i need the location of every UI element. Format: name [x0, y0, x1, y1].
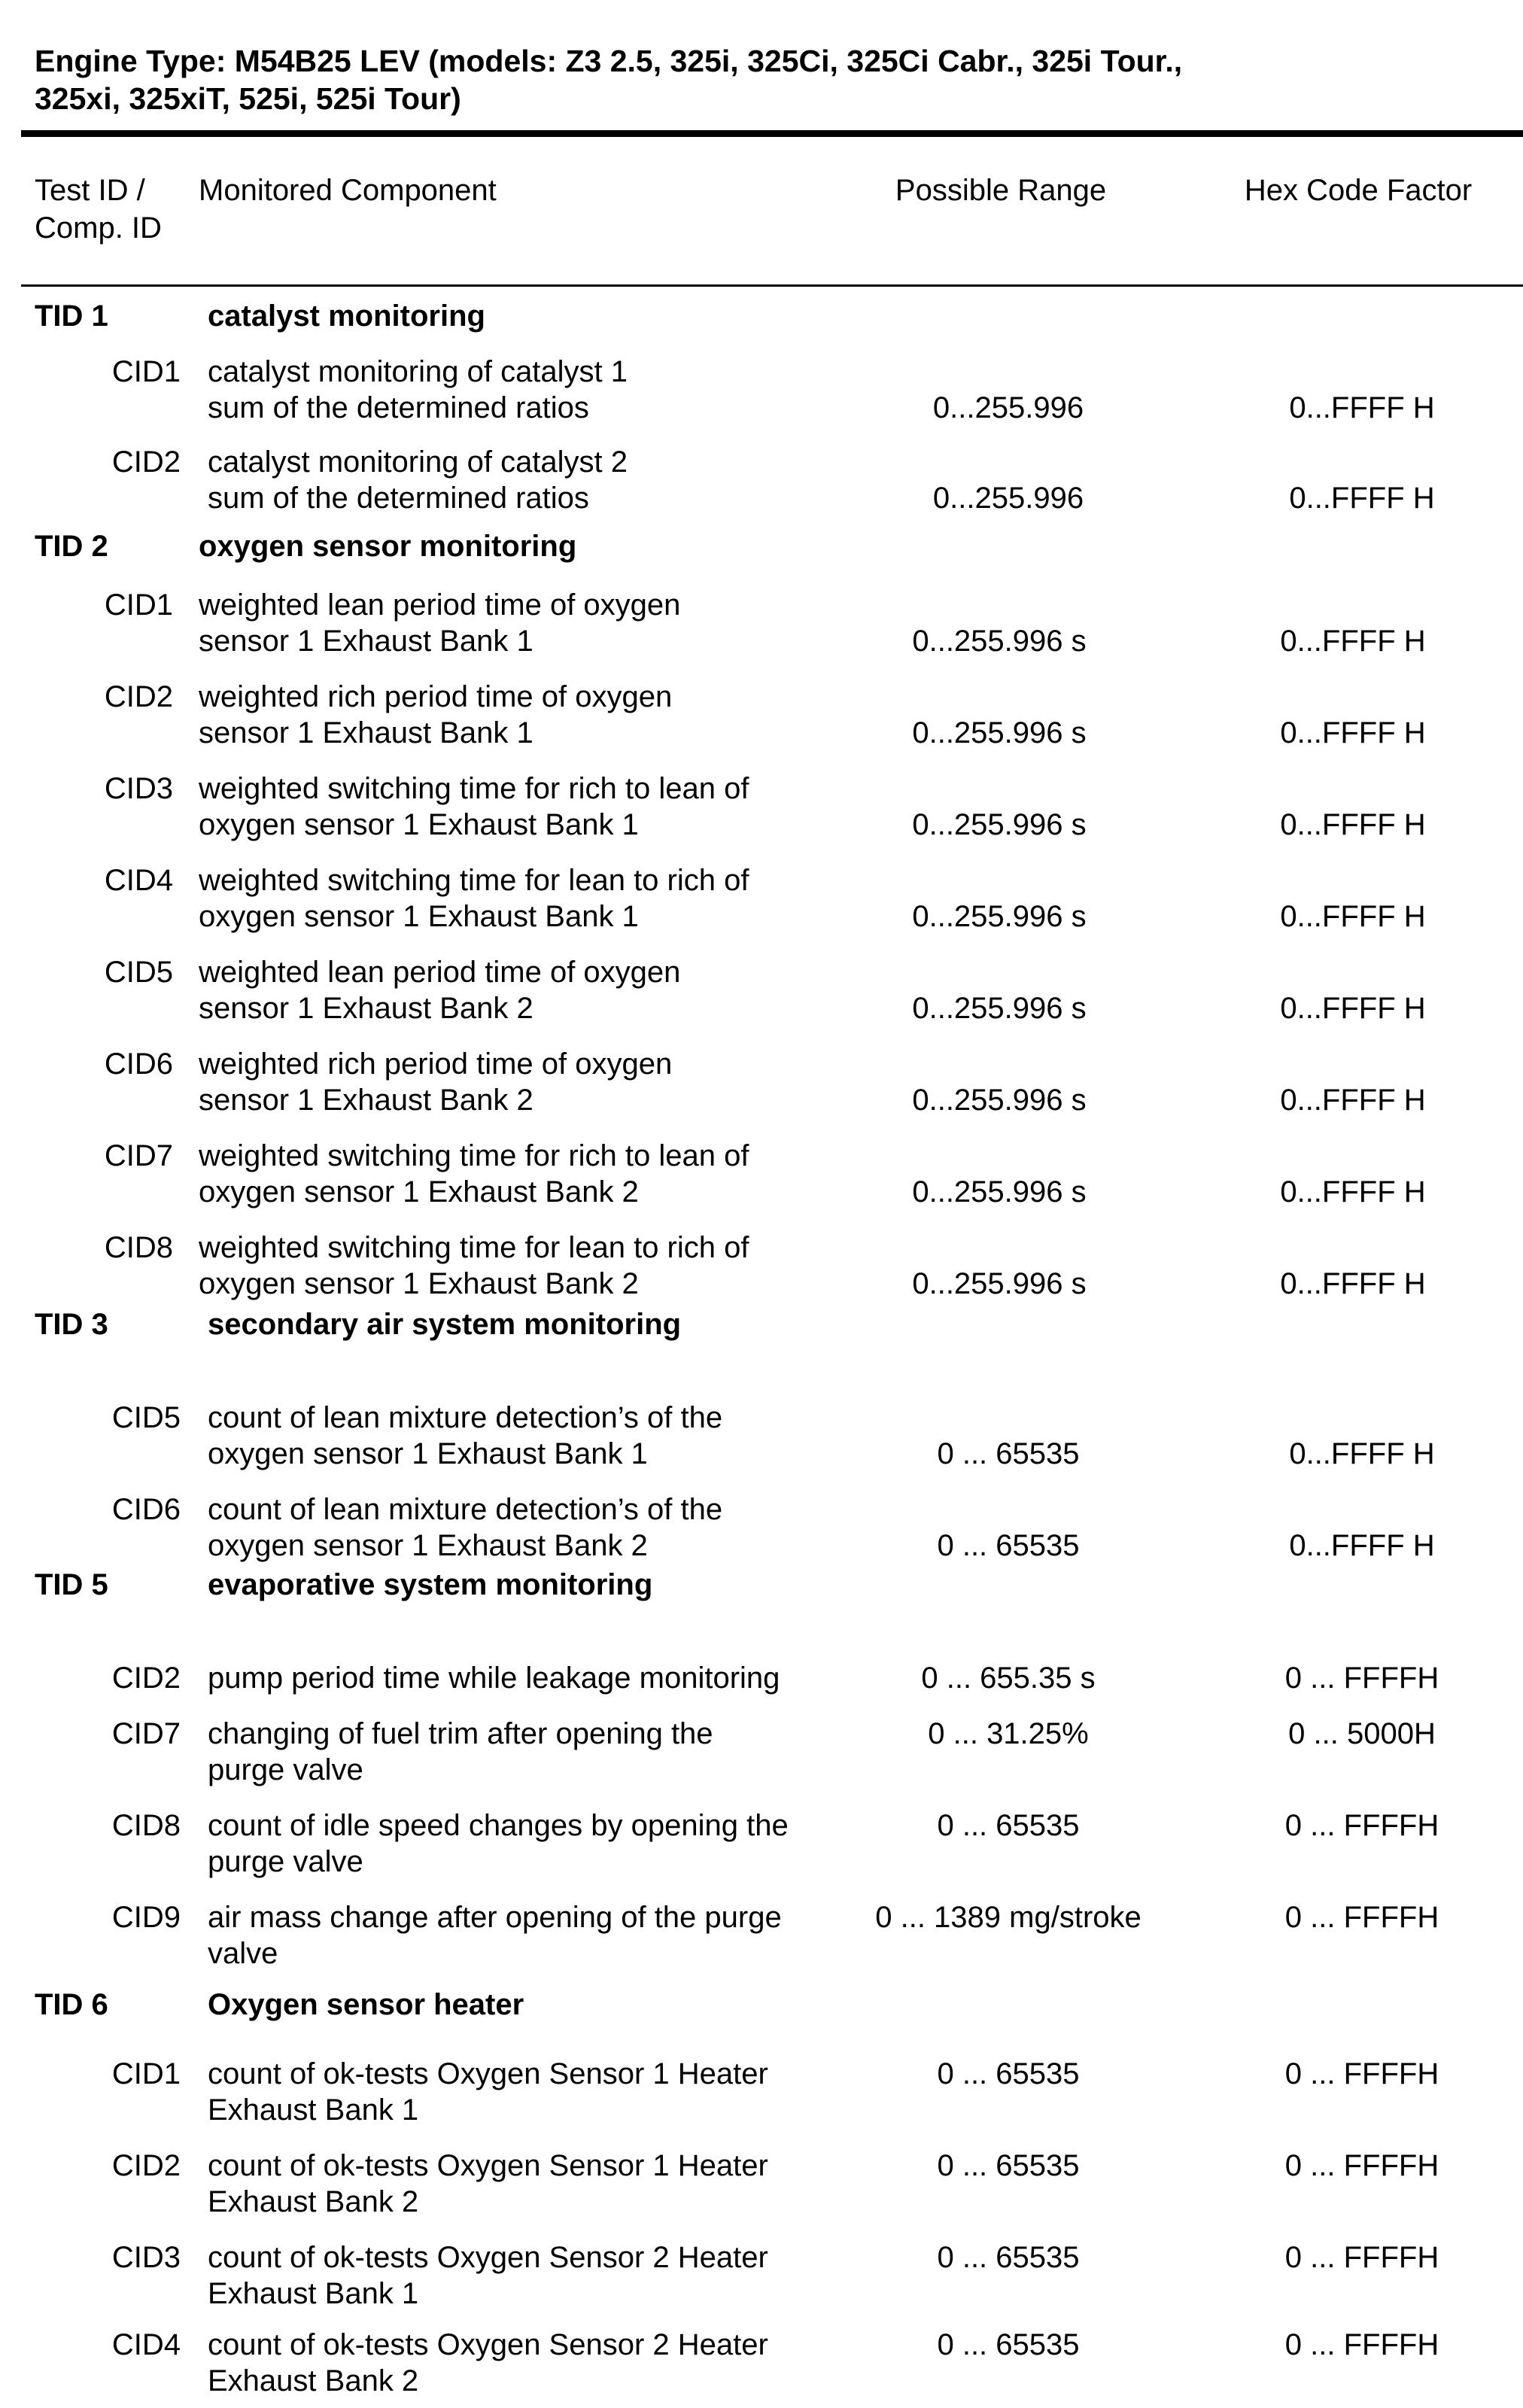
component-description: weighted switching time for rich to lean of oxygen sensor 1 Exhaust Bank 2 — [199, 1139, 749, 1209]
hex-code-factor: 0 ... FFFFH — [1284, 2328, 1439, 2361]
column-header-component: Monitored Component — [199, 174, 497, 207]
cid-code: CID7 — [111, 1717, 181, 1750]
possible-range: 0...255.996 s — [912, 992, 1087, 1025]
component-description: weighted rich period time of oxygen sensor 1 Exhaust Bank 1 — [199, 680, 673, 749]
column-header-test-id-line-1: Test ID / — [35, 174, 145, 207]
hex-code-factor: 0 ... FFFFH — [1284, 2057, 1439, 2090]
hex-code-factor: 0...FFFF H — [1289, 1437, 1435, 1470]
tid-name: oxygen sensor monitoring — [199, 530, 577, 563]
component-description: weighted rich period time of oxygen sensor 1 Exhaust Bank 2 — [199, 1047, 673, 1117]
possible-range: 0...255.996 — [932, 482, 1084, 515]
hex-code-factor: 0 ... FFFFH — [1284, 1662, 1439, 1695]
hex-code-factor: 0 ... 5000H — [1288, 1717, 1436, 1750]
hex-code-factor: 0...FFFF H — [1280, 992, 1426, 1025]
hex-code-factor: 0 ... FFFFH — [1284, 2241, 1439, 2274]
column-header-hex: Hex Code Factor — [1244, 174, 1473, 207]
tid-code: TID 3 — [35, 1308, 108, 1341]
cid-code: CID2 — [111, 445, 181, 479]
component-description: weighted switching time for lean to rich of oxygen sensor 1 Exhaust Bank 2 — [199, 1231, 749, 1300]
tid-code: TID 5 — [35, 1568, 108, 1601]
document-title — [35, 42, 1464, 117]
possible-range: 0...255.996 s — [912, 1267, 1087, 1300]
hex-code-factor: 0...FFFF H — [1280, 900, 1426, 933]
column-header-range: Possible Range — [895, 174, 1107, 207]
component-description: count of lean mixture detection’s of the oxygen sensor 1 Exhaust Bank 1 — [208, 1401, 723, 1470]
component-description: weighted lean period time of oxygen sensor 1 Exhaust Bank 2 — [199, 956, 681, 1025]
hex-code-factor: 0...FFFF H — [1289, 1529, 1435, 1562]
hex-code-factor: 0...FFFF H — [1280, 716, 1426, 749]
hex-code-factor: 0...FFFF H — [1280, 808, 1426, 841]
possible-range: 0 ... 1389 mg/stroke — [875, 1901, 1141, 1934]
cid-code: CID4 — [111, 2328, 181, 2361]
cid-code: CID7 — [104, 1139, 173, 1172]
cid-code: CID3 — [104, 772, 173, 805]
component-description: catalyst monitoring of catalyst 1 sum of the determined ratios — [208, 355, 628, 424]
possible-range: 0...255.996 s — [912, 1084, 1087, 1117]
cid-code: CID5 — [104, 956, 173, 989]
possible-range: 0 ... 65535 — [937, 2057, 1080, 2090]
column-header-test-id — [35, 172, 185, 247]
cid-code: CID3 — [111, 2241, 181, 2274]
hex-code-factor: 0...FFFF H — [1280, 1084, 1426, 1117]
possible-range: 0...255.996 s — [912, 900, 1087, 933]
component-description: air mass change after opening of the purge valve — [208, 1901, 782, 1970]
cid-code: CID2 — [111, 1662, 181, 1695]
hex-code-factor: 0...FFFF H — [1289, 391, 1435, 424]
component-description: changing of fuel trim after opening the purge valve — [208, 1717, 713, 1786]
component-description: weighted switching time for lean to rich of oxygen sensor 1 Exhaust Bank 1 — [199, 864, 749, 933]
component-description: count of idle speed changes by opening the purge valve — [208, 1809, 789, 1878]
cid-code: CID6 — [104, 1047, 173, 1081]
possible-range: 0...255.996 s — [912, 808, 1087, 841]
tid-name: evaporative system monitoring — [208, 1568, 653, 1601]
cid-code: CID8 — [111, 1809, 181, 1842]
hex-code-factor: 0 ... FFFFH — [1284, 1809, 1439, 1842]
cid-code: CID2 — [104, 680, 173, 713]
component-description: weighted lean period time of oxygen sensor 1 Exhaust Bank 1 — [199, 588, 681, 658]
possible-range: 0...255.996 s — [912, 625, 1087, 658]
component-description: count of ok-tests Oxygen Sensor 2 Heater Exhaust Bank 1 — [208, 2241, 768, 2310]
component-description: pump period time while leakage monitoring — [208, 1662, 780, 1695]
cid-code: CID1 — [111, 2057, 181, 2090]
hex-code-factor: 0...FFFF H — [1280, 1267, 1426, 1300]
possible-range: 0...255.996 — [932, 391, 1084, 424]
cid-code: CID8 — [104, 1231, 173, 1264]
tid-code: TID 6 — [35, 1988, 108, 2021]
component-description: count of ok-tests Oxygen Sensor 1 Heater Exhaust Bank 1 — [208, 2057, 768, 2127]
possible-range: 0 ... 65535 — [937, 2241, 1080, 2274]
document-title-line-1: Engine Type: M54B25 LEV (models: Z3 2.5, 325i, 325Ci, 325Ci Cabr., 325i Tour., — [35, 44, 1183, 78]
possible-range: 0...255.996 s — [912, 1175, 1087, 1209]
cid-code: CID1 — [104, 588, 173, 622]
possible-range: 0 ... 65535 — [937, 2149, 1080, 2182]
header-rule — [21, 284, 1523, 287]
tid-code: TID 2 — [35, 530, 108, 563]
possible-range: 0 ... 31.25% — [928, 1717, 1089, 1750]
tid-name: secondary air system monitoring — [208, 1308, 682, 1341]
title-rule — [21, 130, 1523, 137]
tid-name: Oxygen sensor heater — [208, 1988, 524, 2021]
hex-code-factor: 0...FFFF H — [1280, 625, 1426, 658]
hex-code-factor: 0...FFFF H — [1280, 1175, 1426, 1209]
tid-name: catalyst monitoring — [208, 299, 485, 333]
column-header-test-id-line-2: Comp. ID — [35, 211, 162, 245]
component-description: count of lean mixture detection’s of the oxygen sensor 1 Exhaust Bank 2 — [208, 1493, 723, 1562]
hex-code-factor: 0 ... FFFFH — [1284, 2149, 1439, 2182]
component-description: count of ok-tests Oxygen Sensor 2 Heater Exhaust Bank 2 — [208, 2328, 768, 2397]
cid-code: CID6 — [111, 1493, 181, 1526]
component-description: catalyst monitoring of catalyst 2 sum of the determined ratios — [208, 445, 628, 515]
possible-range: 0 ... 65535 — [937, 2328, 1080, 2361]
cid-code: CID2 — [111, 2149, 181, 2182]
tid-code: TID 1 — [35, 299, 108, 333]
cid-code: CID4 — [104, 864, 173, 897]
possible-range: 0 ... 655.35 s — [921, 1662, 1096, 1695]
hex-code-factor: 0 ... FFFFH — [1284, 1901, 1439, 1934]
hex-code-factor: 0...FFFF H — [1289, 482, 1435, 515]
document-title-line-2: 325xi, 325xiT, 525i, 525i Tour) — [35, 81, 461, 116]
cid-code: CID5 — [111, 1401, 181, 1434]
possible-range: 0 ... 65535 — [937, 1529, 1080, 1562]
cid-code: CID9 — [111, 1901, 181, 1934]
component-description: weighted switching time for rich to lean of oxygen sensor 1 Exhaust Bank 1 — [199, 772, 749, 841]
possible-range: 0...255.996 s — [912, 716, 1087, 749]
possible-range: 0 ... 65535 — [937, 1809, 1080, 1842]
possible-range: 0 ... 65535 — [937, 1437, 1080, 1470]
component-description: count of ok-tests Oxygen Sensor 1 Heater Exhaust Bank 2 — [208, 2149, 768, 2218]
cid-code: CID1 — [111, 355, 181, 388]
